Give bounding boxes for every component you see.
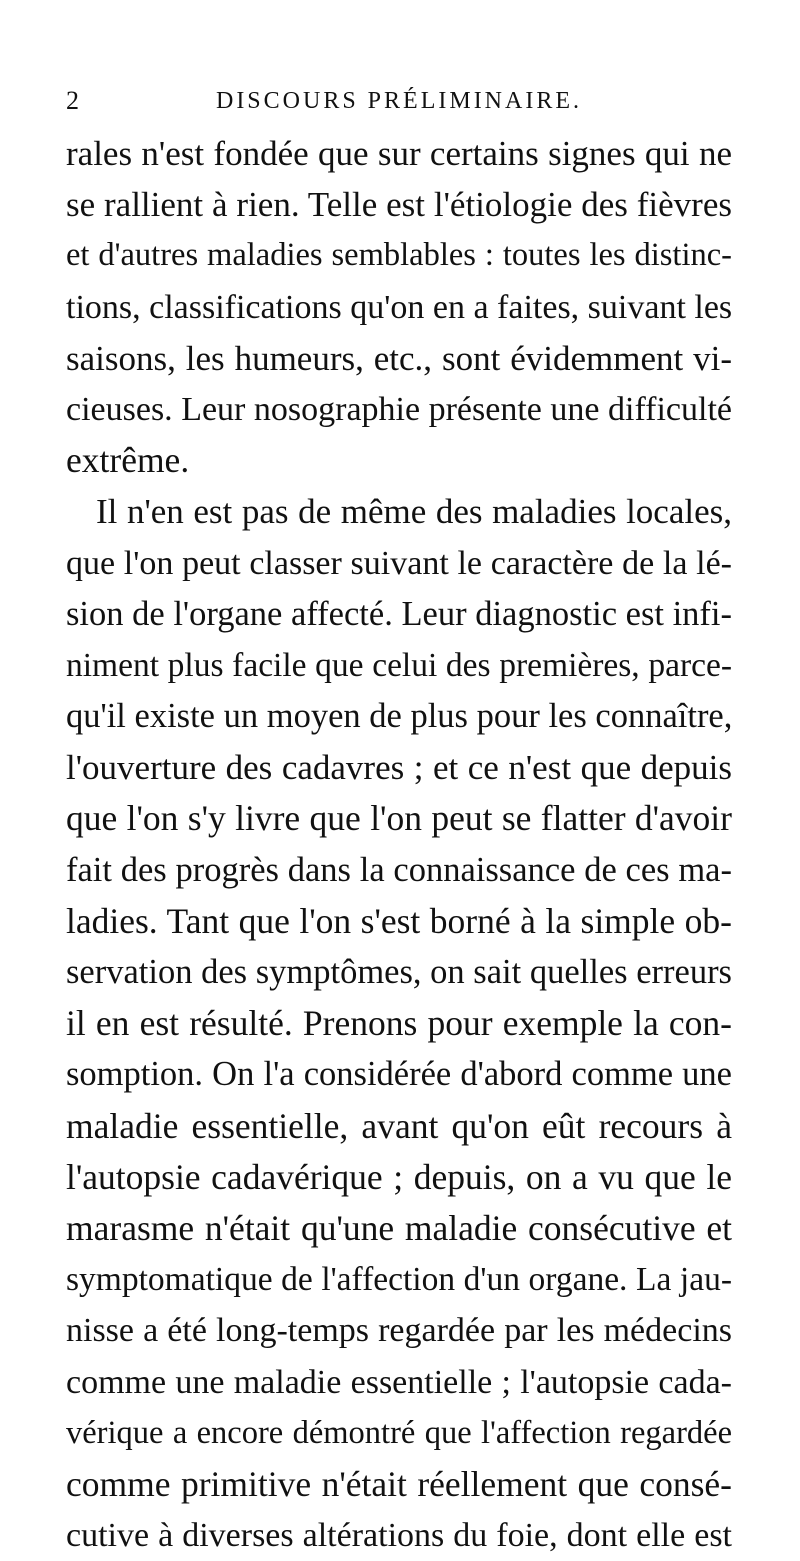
text-line: l'ouverture des cadavres ; et ce n'est que depuis (66, 748, 732, 788)
text-line: maladie essentielle, avant qu'on eût recours à (66, 1105, 732, 1146)
text-line: symptomatique de l'affection d'un organe. La jau- (66, 1261, 732, 1299)
text-line: cieuses. Leur nosographie présente une difficulté (66, 390, 732, 428)
text-line: saisons, les humeurs, etc., sont évidemment vi- (66, 338, 732, 378)
text-line: et d'autres maladies semblables : toutes les distinc- (66, 237, 732, 274)
text-line: comme une maladie essentielle ; l'autopsie cada- (66, 1363, 732, 1401)
text-line: qu'il existe un moyen de plus pour les connaître, (66, 697, 732, 736)
text-line: il en est résulté. Prenons pour exemple la con- (66, 1003, 732, 1044)
running-head: DISCOURS PRÉLIMINAIRE. (215, 88, 583, 114)
text-line: fait des progrès dans la connaissance de ces ma- (66, 850, 732, 889)
page-header (66, 86, 732, 116)
text-line: vérique a encore démontré que l'affection regardée (66, 1414, 732, 1451)
text-line: cutive à diverses altérations du foie, dont elle est (66, 1517, 732, 1555)
body-text (66, 128, 732, 1561)
text-line: Il n'en est pas de même des maladies locales, (96, 492, 732, 532)
text-line: que l'on s'y livre que l'on peut se flatter d'avoir (66, 798, 732, 839)
text-line: somption. On l'a considérée d'abord comme une (66, 1055, 732, 1094)
text-line: rales n'est fondée que sur certains signes qui ne (66, 134, 732, 173)
text-line: que l'on peut classer suivant le caractère de la lé- (66, 544, 732, 582)
text-line: sion de l'organe affecté. Leur diagnostic est infi- (66, 594, 732, 633)
text-line: servation des symptômes, on sait quelles erreurs (66, 953, 732, 991)
text-line: se rallient à rien. Telle est l'étiologie des fièvres (66, 185, 732, 225)
text-line: marasme n'était qu'une maladie consécutive et (66, 1207, 732, 1248)
text-line: extrême. (66, 440, 190, 481)
text-line: tions, classifications qu'on en a faites, suivant les (66, 288, 732, 326)
text-line: ladies. Tant que l'on s'est borné à la simple ob- (66, 900, 732, 941)
text-line: l'autopsie cadavérique ; depuis, on a vu que le (66, 1156, 732, 1197)
text-line: nisse a été long-temps regardée par les médecins (66, 1312, 732, 1350)
text-line: comme primitive n'était réellement que consé- (66, 1463, 732, 1504)
page-number: 2 (66, 86, 79, 115)
text-line: niment plus facile que celui des premières, parce- (66, 646, 732, 684)
